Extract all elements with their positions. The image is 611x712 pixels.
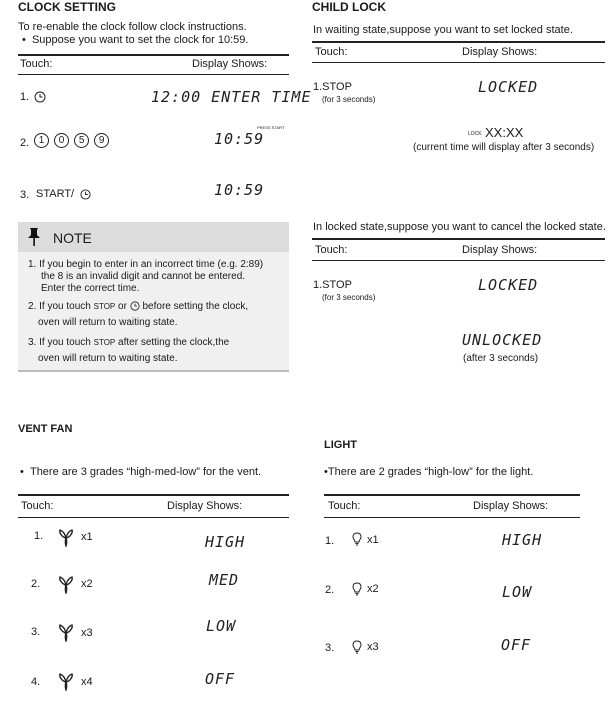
lock-rule-header-2 — [312, 260, 605, 261]
clock-rule-top — [18, 54, 289, 56]
child-lock-title: CHILD LOCK — [312, 0, 386, 14]
vent-step-2-count: x2 — [81, 578, 93, 590]
clock-step-2-display: 10:59 — [214, 130, 265, 148]
clock-setting-title: CLOCK SETTING — [18, 0, 116, 14]
note-item-3-stop: STOP — [93, 338, 116, 347]
vent-med-display: MED — [209, 571, 240, 589]
note-item-3-post: after setting the clock,the — [115, 337, 230, 348]
lock-rule-header — [312, 62, 605, 63]
light-bullet-text: There are 2 grades “high-low” for the light. — [327, 466, 534, 478]
light-rule-top — [324, 494, 580, 496]
vent-low-display: LOW — [206, 617, 237, 635]
note-item-2-pre: If you touch — [39, 301, 94, 312]
lock-small-label: LOCK — [468, 131, 482, 137]
vent-high-display: HIGH — [205, 533, 246, 551]
lock-touch-label-2: Touch: — [315, 244, 348, 256]
clock-step-1 — [20, 91, 29, 103]
note-item-3-num: 3. — [28, 337, 37, 348]
digit-button-9[interactable]: 9 — [94, 133, 109, 148]
light-step-1-num: 1. — [325, 535, 335, 547]
light-display-label: Display Shows: — [473, 500, 549, 512]
light-bullet: •There are 2 grades “high-low” for the light. — [324, 466, 534, 478]
note-item-3-pre: If you touch — [39, 337, 94, 348]
digit-button-5[interactable]: 5 — [74, 133, 89, 148]
note-item-2-mid: or — [115, 301, 130, 312]
clock-intro: To re-enable the clock follow clock instructions. — [18, 21, 247, 33]
lock-rule-top — [312, 41, 605, 43]
start-label: START/ — [36, 188, 75, 200]
time-note: (current time will display after 3 seconds) — [413, 142, 595, 153]
fan-icon[interactable] — [56, 671, 76, 691]
note-item-1-num: 1. — [28, 259, 37, 270]
lock-stop-sub: (for 3 seconds) — [322, 95, 376, 104]
note-item-3 — [28, 335, 229, 367]
vent-step-4-num: 4. — [31, 676, 41, 688]
clock-step-2-num: 2. — [20, 137, 30, 149]
note-item-1-line1: If you begin to enter in an incorrect time (e.g. 2:89) — [39, 259, 264, 270]
vent-fan-title: VENT FAN — [18, 423, 73, 435]
clock-step-1-display: 12:00 ENTER TIME — [151, 88, 312, 106]
vent-step-3-num: 3. — [31, 626, 41, 638]
note-item-2-stop: STOP — [93, 302, 116, 311]
clock-step-1-num: 1. — [20, 91, 30, 103]
note-item-1-line3: Enter the correct time. — [41, 283, 140, 294]
time-display: XX:XX — [485, 125, 524, 140]
note-header — [18, 222, 289, 252]
note-clock-icon — [130, 301, 140, 311]
clock-icon[interactable] — [34, 91, 46, 103]
fan-icon[interactable] — [56, 622, 76, 642]
clock-touch-label: Touch: — [20, 58, 53, 70]
lock-rule-top-2 — [312, 238, 605, 240]
lock-stop-button[interactable]: 1.STOP — [313, 81, 352, 93]
vent-rule-header — [18, 517, 289, 518]
note-item-2-line2: oven will return to waiting state. — [38, 317, 178, 328]
light-touch-label: Touch: — [328, 500, 361, 512]
vent-step-4-count: x4 — [81, 676, 93, 688]
unlocked-display: UNLOCKED — [462, 331, 543, 349]
light-step-2-num: 2. — [325, 584, 335, 596]
pin-icon — [27, 227, 41, 247]
bulb-icon[interactable] — [352, 640, 362, 654]
digit-button-1[interactable]: 1 — [34, 133, 49, 148]
light-title: LIGHT — [324, 439, 357, 451]
light-step-2-count: x2 — [367, 583, 379, 595]
note-item-1 — [28, 259, 263, 295]
lock-display-label: Display Shows: — [462, 46, 538, 58]
vent-off-display: OFF — [205, 670, 236, 688]
digit-buttons — [34, 133, 111, 148]
start-clock-icon — [80, 189, 91, 200]
locked-display-2: LOCKED — [478, 276, 539, 294]
note-item-1-line2: the 8 is an invalid digit and cannot be entered. — [41, 271, 246, 282]
vent-step-1-num: 1. — [34, 530, 44, 542]
vent-rule-top — [18, 494, 289, 496]
vent-bullet-text: There are 3 grades “high-med-low” for the vent. — [29, 466, 262, 478]
note-box — [18, 222, 289, 372]
vent-bullet: • There are 3 grades “high-med-low” for the vent. — [20, 466, 262, 478]
light-high-display: HIGH — [502, 531, 543, 549]
child-lock-intro-2: In locked state,suppose you want to cancel the locked state. — [313, 221, 606, 233]
bulb-icon[interactable] — [352, 532, 362, 546]
digit-button-0[interactable]: 0 — [54, 133, 69, 148]
vent-step-3-count: x3 — [81, 627, 93, 639]
vent-step-1-count: x1 — [81, 531, 93, 543]
light-low-display: LOW — [502, 583, 533, 601]
light-off-display: OFF — [501, 636, 532, 654]
clock-bullet-text: Suppose you want to set the clock for 10:59. — [31, 34, 249, 46]
unlock-stop-button[interactable]: 1.STOP — [313, 279, 352, 291]
vent-display-label: Display Shows: — [167, 500, 243, 512]
fan-icon[interactable] — [56, 527, 76, 547]
vent-touch-label: Touch: — [21, 500, 54, 512]
light-step-1-count: x1 — [367, 534, 379, 546]
unlock-stop-sub: (for 3 seconds) — [322, 293, 376, 302]
clock-bullet: • Suppose you want to set the clock for 10:59. — [22, 34, 249, 46]
vent-step-2-num: 2. — [31, 578, 41, 590]
light-step-3-num: 3. — [325, 642, 335, 654]
clock-display-label: Display Shows: — [192, 58, 268, 70]
lock-display-label-2: Display Shows: — [462, 244, 538, 256]
lock-touch-label: Touch: — [315, 46, 348, 58]
note-item-2-post: before setting the clock, — [139, 301, 249, 312]
note-item-2-num: 2. — [28, 301, 37, 312]
start-clock-button[interactable] — [36, 188, 74, 200]
clock-step-3-display: 10:59 — [214, 181, 265, 199]
clock-step-3-num: 3. — [20, 189, 30, 201]
light-rule-header — [324, 517, 580, 518]
unlocked-note: (after 3 seconds) — [463, 353, 539, 364]
fan-icon[interactable] — [56, 574, 76, 594]
clock-rule-header — [18, 74, 289, 75]
light-step-3-count: x3 — [367, 641, 379, 653]
child-lock-intro-1: In waiting state,suppose you want to set locked state. — [313, 24, 573, 36]
note-title: NOTE — [53, 230, 92, 246]
locked-display: LOCKED — [478, 78, 539, 96]
press-start-note: PRESS START — [257, 125, 285, 130]
note-item-2 — [28, 299, 248, 331]
note-item-3-line2: oven will return to waiting state. — [38, 353, 178, 364]
bulb-icon[interactable] — [352, 582, 362, 596]
